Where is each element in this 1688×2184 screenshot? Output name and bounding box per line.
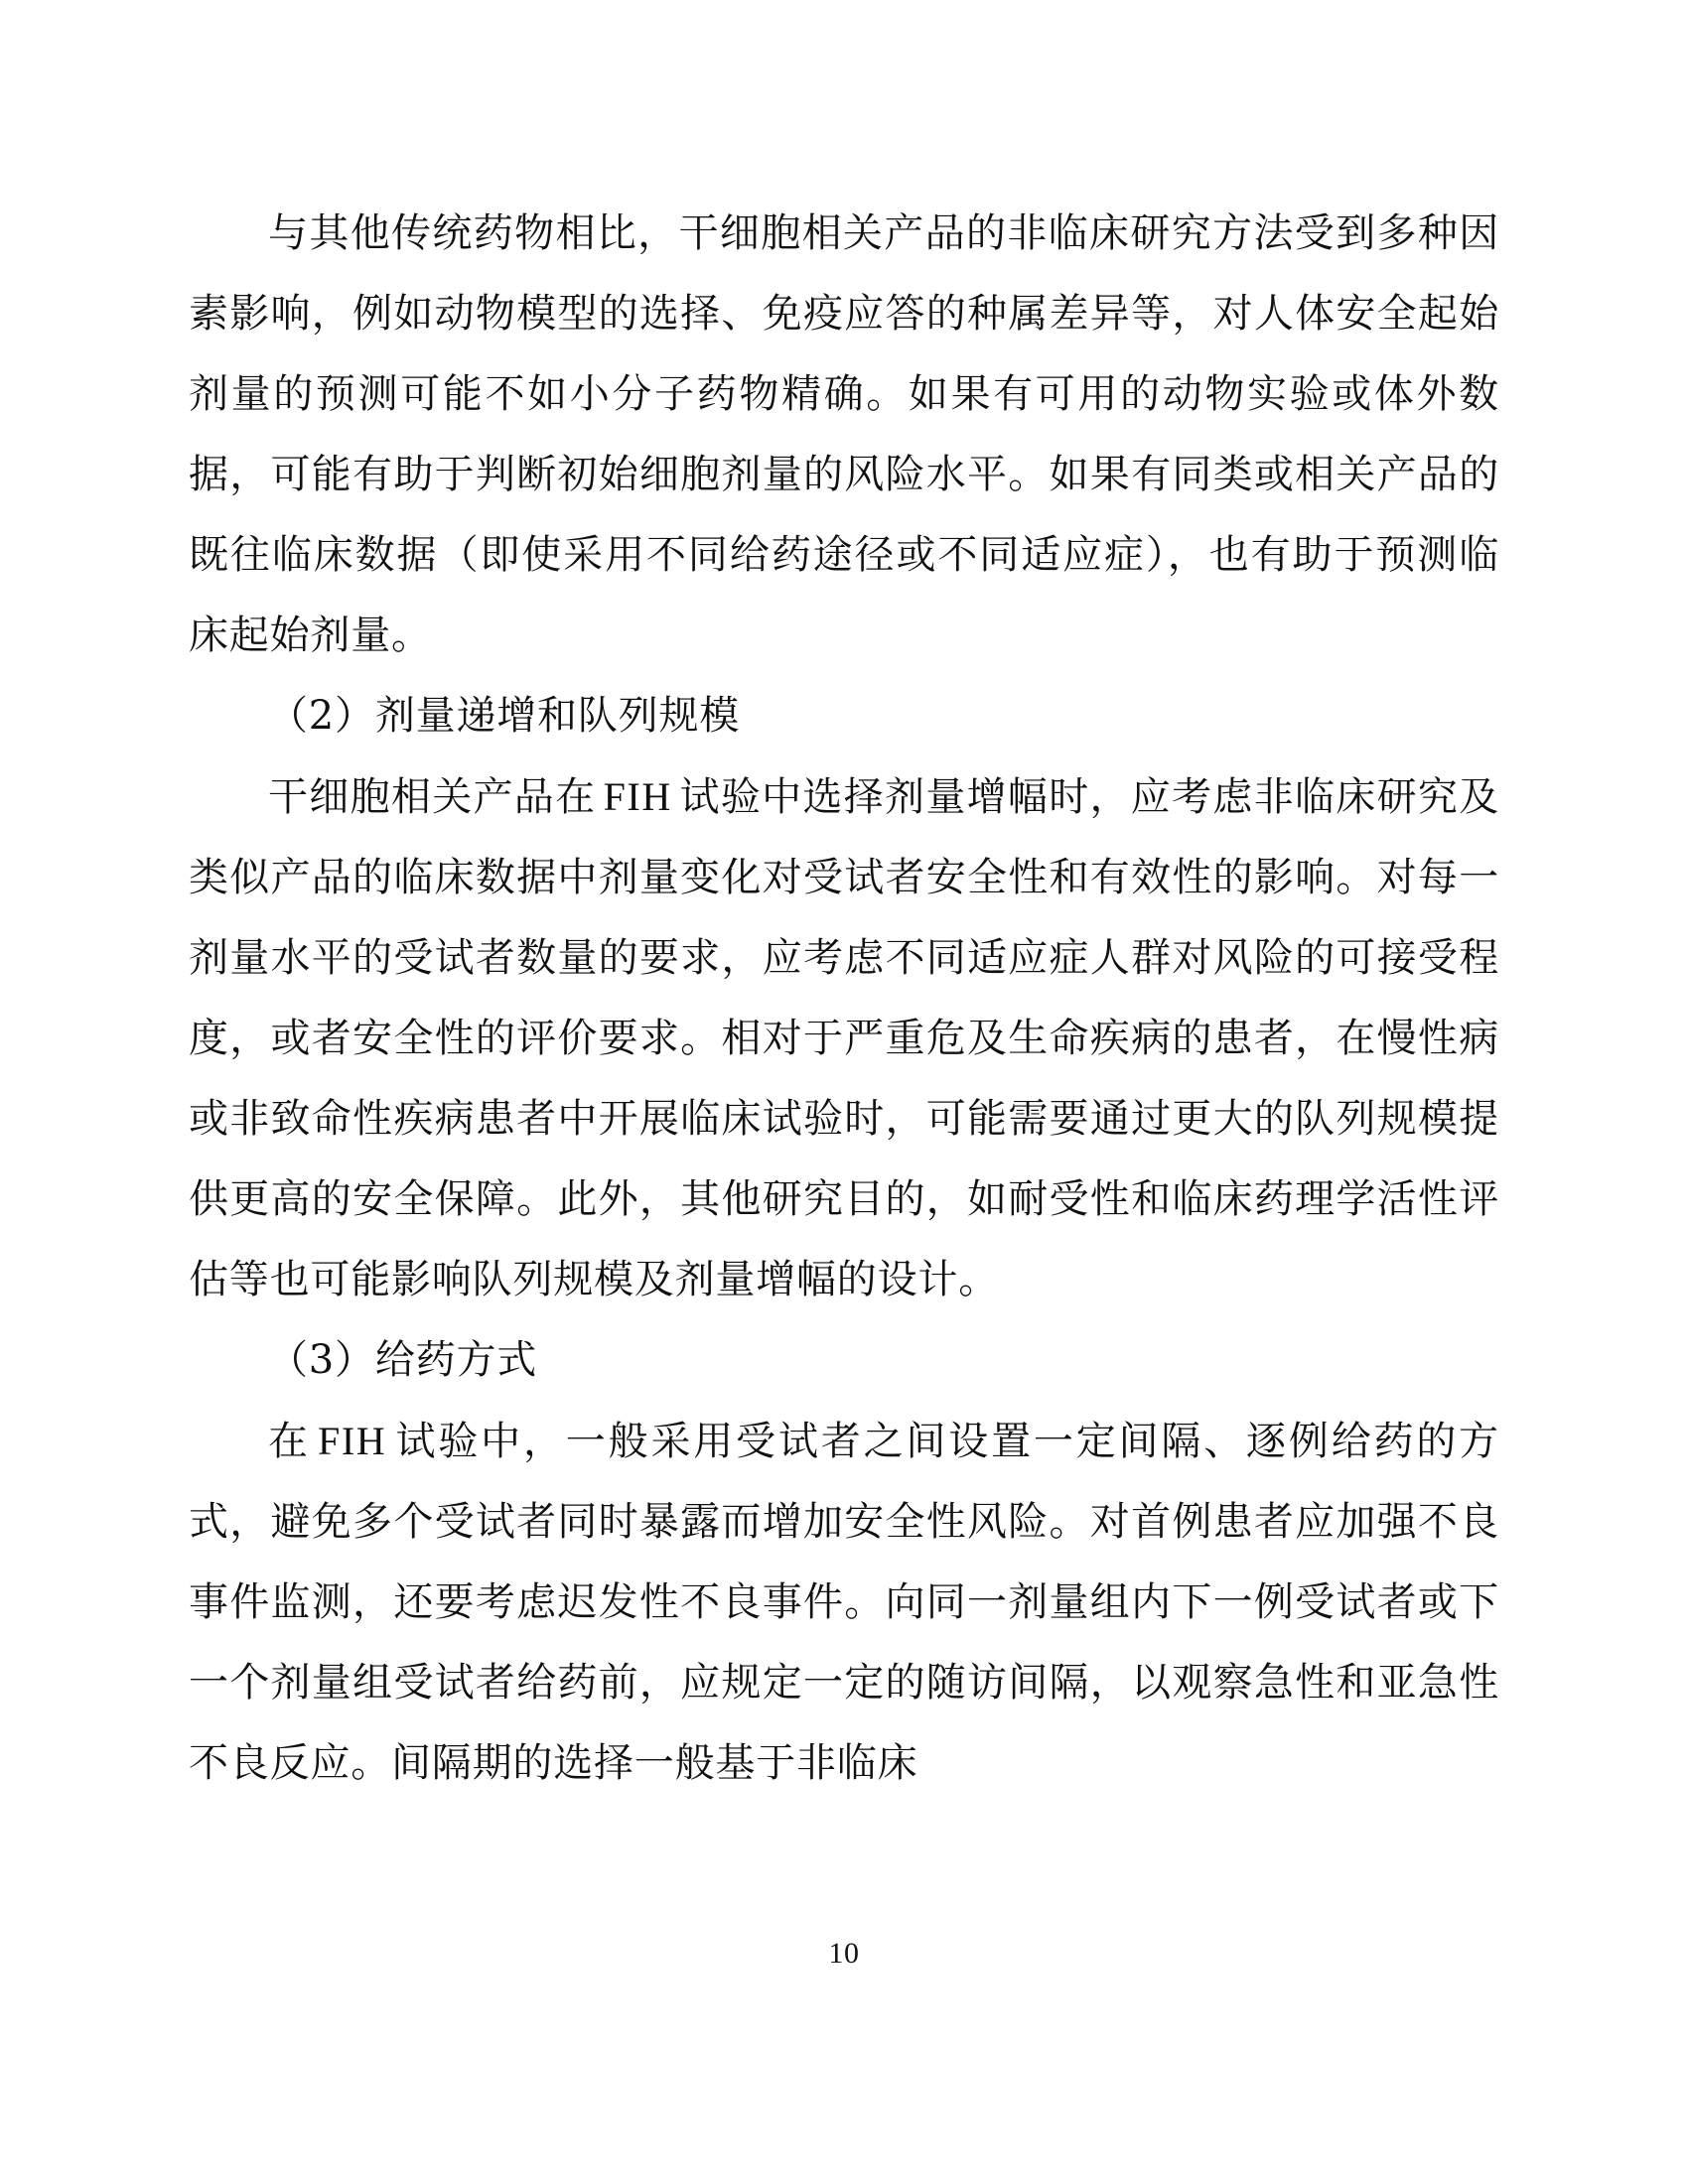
- paragraph-nonclinical-comparison: 与其他传统药物相比，干细胞相关产品的非临床研究方法受到多种因素影响，例如动物模型的选择、免疫应答的种属差异等，对人体安全起始剂量的预测可能不如小分子药物精确。如果有可用的动物实验或体外数据，可能有助于判断初始细胞剂量的风险水平。如果有同类或相关产品的既往临床数据（即使采用不同给药途径或不同适应症），也有助于预测临床起始剂量。: [189, 210, 1499, 658]
- paragraph-dose-escalation-lead: 干细胞相关产品在: [268, 774, 597, 820]
- paragraph-dose-escalation-body: 试验中选择剂量增幅时，应考虑非临床研究及类似产品的临床数据中剂量变化对受试者安全性和有效性的影响。对每一剂量水平的受试者数量的要求，应考虑不同适应症人群对风险的可接受程度，或者安全性的评价要求。相对于严重危及生命疾病的患者，在慢性病或非致命性疾病患者中开展临床试验时，可能需要通过更大的队列规模提供更高的安全保障。此外，其他研究目的，如耐受性和临床药理学活性评估等也可能影响队列规模及剂量增幅的设计。: [189, 774, 1499, 1302]
- document-text-column: [189, 194, 1499, 1804]
- paragraph-administration-method-lead: 在: [268, 1419, 311, 1464]
- heading-dose-escalation: （2）剂量递增和队列规模: [268, 693, 741, 739]
- acronym-fih-dose-escalation: FIH: [603, 774, 672, 819]
- acronym-fih-administration: FIH: [318, 1419, 387, 1463]
- page-number: 10: [828, 1937, 860, 1970]
- paragraph-dose-escalation: [189, 756, 1499, 1320]
- paragraph-administration-method: [189, 1401, 1499, 1804]
- paragraph-administration-method-body: 试验中，一般采用受试者之间设置一定间隔、逐例给药的方式，避免多个受试者同时暴露而增加安全性风险。对首例患者应加强不良事件监测，还要考虑迟发性不良事件。向同一剂量组内下一例受试者或下一个剂量组受试者给药前，应规定一定的随访间隔，以观察急性和亚急性不良反应。间隔期的选择一般基于非临床: [189, 1419, 1499, 1786]
- heading-administration-method: （3）给药方式: [268, 1337, 538, 1383]
